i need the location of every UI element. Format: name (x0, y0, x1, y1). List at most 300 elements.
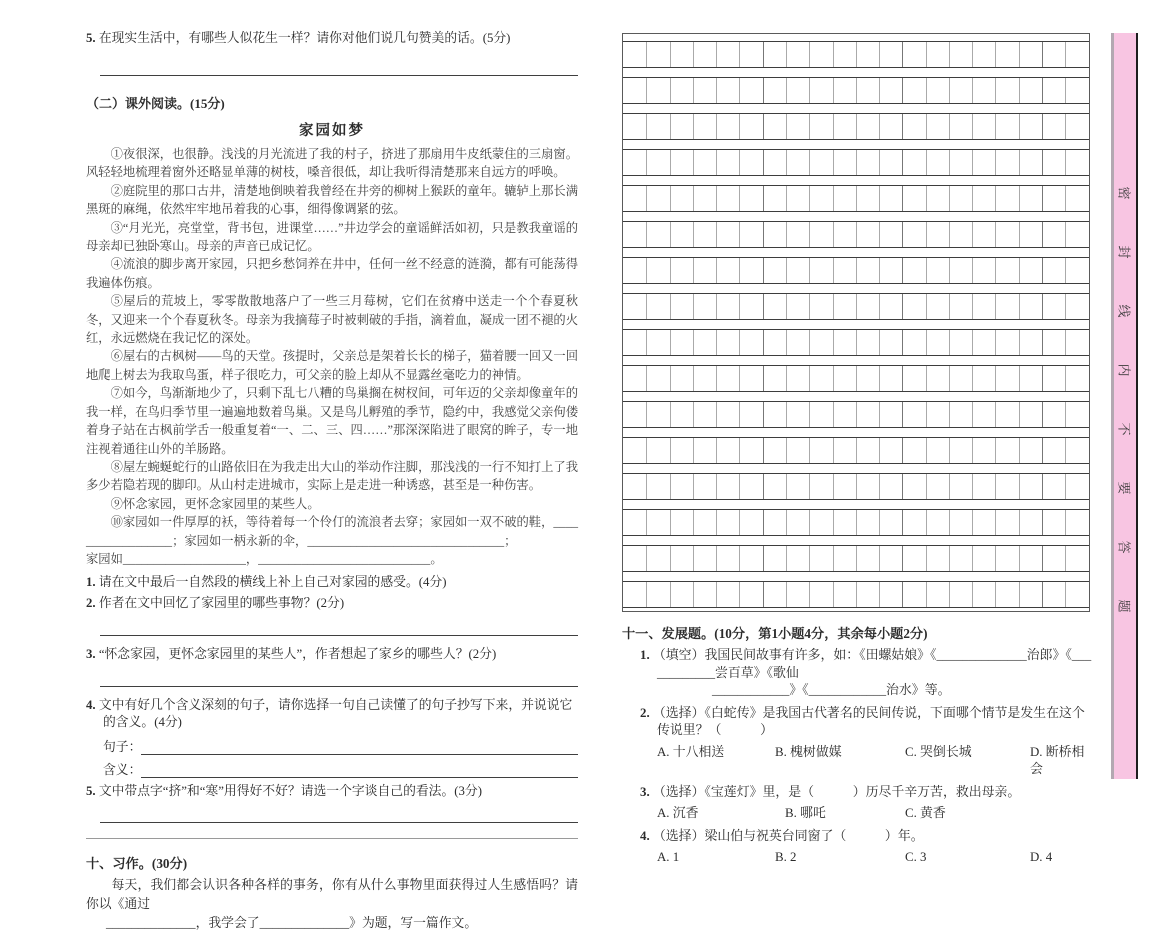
grid-cell (879, 330, 902, 355)
grid-cell (1042, 510, 1065, 535)
grid-cell (786, 222, 809, 247)
grid-cell (833, 78, 856, 103)
grid-cell (972, 114, 995, 139)
grid-cell (972, 474, 995, 499)
grid-cell (786, 114, 809, 139)
grid-cell (926, 510, 949, 535)
grid-cell (739, 186, 762, 211)
grid-cell (646, 150, 669, 175)
grid-cell (972, 402, 995, 427)
right-page (622, 33, 1092, 867)
grid-cell (1065, 150, 1088, 175)
grid-cell (995, 186, 1018, 211)
grid-row (623, 257, 1089, 284)
grid-cell (646, 510, 669, 535)
grid-cell (670, 402, 693, 427)
grid-cell (763, 510, 786, 535)
grid-cell (1019, 366, 1042, 391)
grid-cell (879, 186, 902, 211)
grid-cell (1065, 222, 1088, 247)
grid-cell (926, 114, 949, 139)
grid-cell (856, 402, 879, 427)
grid-cell (646, 186, 669, 211)
grid-cell (670, 294, 693, 319)
grid-cell (646, 114, 669, 139)
grid-cell (739, 402, 762, 427)
grid-row (623, 293, 1089, 320)
left-page (86, 30, 578, 933)
grid-cell (995, 402, 1018, 427)
answer-line (141, 763, 578, 778)
grid-cell (995, 438, 1018, 463)
grid-row (623, 221, 1089, 248)
essay-paragraph: ⑥屋右的古枫树——鸟的天堂。孩提时，父亲总是架着长长的梯子，猫着腰一回又一回地爬上树去为我取鸟蛋，样子很吃力，可父亲的脸上却从不显露丝毫吃力的神情。 (86, 349, 578, 382)
grid-cell (693, 78, 716, 103)
grid-cell (646, 78, 669, 103)
grid-cell (693, 546, 716, 571)
grid-cell (856, 546, 879, 571)
grid-cell (693, 330, 716, 355)
grid-cell (926, 330, 949, 355)
grid-cell (949, 402, 972, 427)
development-question-2 (622, 705, 1092, 740)
grid-cell (693, 510, 716, 535)
grid-cell (833, 510, 856, 535)
sentence-label: 句子： (103, 740, 142, 755)
grid-cell (1042, 402, 1065, 427)
grid-cell (739, 114, 762, 139)
grid-cell (739, 150, 762, 175)
grid-cell (949, 114, 972, 139)
grid-cell (995, 114, 1018, 139)
grid-cell (739, 78, 762, 103)
grid-cell (670, 114, 693, 139)
grid-cell (949, 258, 972, 283)
grid-cell (809, 294, 832, 319)
question-number: 4. (86, 698, 96, 713)
grid-cell (972, 438, 995, 463)
grid-cell (670, 258, 693, 283)
grid-cell (809, 474, 832, 499)
grid-cell (693, 114, 716, 139)
grid-cell (926, 150, 949, 175)
grid-cell (693, 294, 716, 319)
grid-cell (972, 582, 995, 607)
grid-cell (879, 402, 902, 427)
grid-cell (1042, 186, 1065, 211)
grid-cell (995, 150, 1018, 175)
grid-cell (833, 546, 856, 571)
grid-cell (856, 114, 879, 139)
grid-cell (809, 546, 832, 571)
grid-cell (623, 150, 646, 175)
option-c: C. 黄香 (905, 806, 946, 820)
grid-cell (763, 330, 786, 355)
essay-paragraph: ⑨怀念家园，更怀念家园里的某些人。 (110, 496, 320, 511)
grid-cell (739, 510, 762, 535)
grid-cell (972, 294, 995, 319)
grid-cell (879, 366, 902, 391)
grid-cell (949, 510, 972, 535)
grid-cell (926, 42, 949, 67)
grid-cell (856, 474, 879, 499)
essay-paragraph: ⑧屋左蜿蜒蛇行的山路依旧在为我走出大山的举动作注脚，那浅浅的一行不知打上了我多少若隐若现的脚印。从山村走进城市，实际上是走进一种诱惑，甚至是一种伤害。 (86, 459, 578, 493)
grid-cell (972, 42, 995, 67)
grid-cell (739, 546, 762, 571)
grid-cell (1065, 258, 1088, 283)
grid-cell (1042, 42, 1065, 67)
grid-cell (763, 114, 786, 139)
grid-cell (716, 510, 739, 535)
grid-cell (763, 150, 786, 175)
grid-cell (833, 222, 856, 247)
grid-cell (949, 294, 972, 319)
question-number: 3. (640, 784, 650, 799)
grid-cell (623, 42, 646, 67)
grid-cell (1019, 186, 1042, 211)
reading-question-2 (86, 595, 578, 612)
composition-heading: 十、习作。(30分) (86, 856, 188, 872)
grid-cell (716, 438, 739, 463)
grid-cell (693, 366, 716, 391)
grid-cell (670, 474, 693, 499)
grid-cell (879, 294, 902, 319)
grid-cell (716, 114, 739, 139)
grid-cell (926, 474, 949, 499)
grid-cell (833, 186, 856, 211)
grid-cell (926, 438, 949, 463)
grid-cell (809, 114, 832, 139)
grid-cell (926, 222, 949, 247)
option-a: A. 十八相送 (657, 744, 725, 759)
grid-cell (739, 222, 762, 247)
grid-cell (949, 546, 972, 571)
grid-cell (809, 366, 832, 391)
grid-cell (716, 294, 739, 319)
grid-cell (902, 474, 925, 499)
grid-cell (693, 582, 716, 607)
grid-cell (739, 258, 762, 283)
essay-paragraph: ⑦如今，鸟渐渐地少了，只剩下乱七八糟的鸟巢搁在树杈间，可年迈的父亲却像童年的我一样，在鸟归季节里一遍遍地数着鸟巢。又是鸟儿孵殖的季节，隐约中，我感觉父亲佝偻着身子站在古枫前学舌一般重复着“一、二、三、四……”那深深陷进了眼窝的眸子，专一地注视着通往山外的羊肠路。 (86, 386, 578, 456)
grid-cell (856, 78, 879, 103)
grid-cell (646, 258, 669, 283)
grid-cell (693, 402, 716, 427)
question-text: （选择）梁山伯与祝英台同窗了（ ）年。 (652, 828, 924, 843)
grid-cell (949, 474, 972, 499)
grid-cell (902, 582, 925, 607)
grid-cell (902, 114, 925, 139)
grid-cell (786, 474, 809, 499)
grid-cell (623, 330, 646, 355)
grid-cell (716, 330, 739, 355)
seal-strip-text: 密封线内不要答题 (1116, 186, 1132, 659)
grid-cell (926, 366, 949, 391)
question-number: 4. (640, 828, 650, 843)
development-question-1-line2: ____________》《____________治水》等。 (712, 683, 951, 697)
reading-question-3 (86, 646, 578, 663)
grid-cell (763, 402, 786, 427)
grid-cell (763, 42, 786, 67)
grid-cell (623, 294, 646, 319)
grid-cell (763, 474, 786, 499)
question-text: 请在文中最后一自然段的横线上补上自己对家园的感受。(4分) (98, 575, 447, 590)
grid-cell (1019, 294, 1042, 319)
grid-cell (1042, 150, 1065, 175)
grid-cell (902, 510, 925, 535)
grid-row (623, 77, 1089, 104)
grid-cell (1019, 474, 1042, 499)
option-b: B. 槐树做媒 (775, 744, 842, 759)
grid-cell (1042, 366, 1065, 391)
grid-cell (1042, 294, 1065, 319)
grid-row (623, 113, 1089, 140)
grid-cell (949, 438, 972, 463)
grid-cell (833, 402, 856, 427)
grid-cell (1042, 78, 1065, 103)
grid-cell (972, 258, 995, 283)
grid-cell (1065, 474, 1088, 499)
grid-cell (716, 582, 739, 607)
option-b: B. 2 (775, 850, 797, 864)
grid-cell (786, 150, 809, 175)
development-question-1 (622, 647, 1092, 682)
grid-cell (856, 438, 879, 463)
grid-cell (879, 438, 902, 463)
grid-cell (1065, 546, 1088, 571)
grid-cell (949, 366, 972, 391)
grid-cell (995, 78, 1018, 103)
grid-cell (1042, 474, 1065, 499)
grid-cell (623, 438, 646, 463)
grid-row (623, 437, 1089, 464)
grid-cell (670, 150, 693, 175)
answer-line (100, 75, 578, 76)
question-number: 5. (86, 31, 96, 45)
grid-cell (995, 222, 1018, 247)
grid-cell (972, 510, 995, 535)
grid-cell (949, 186, 972, 211)
grid-cell (646, 402, 669, 427)
seal-line (1136, 33, 1138, 779)
grid-cell (670, 510, 693, 535)
grid-cell (856, 222, 879, 247)
grid-cell (949, 582, 972, 607)
question-3-options (657, 805, 1092, 823)
grid-cell (670, 186, 693, 211)
grid-cell (693, 186, 716, 211)
reading-question-5 (86, 783, 578, 800)
answer-line (141, 740, 578, 755)
grid-cell (739, 366, 762, 391)
grid-cell (926, 78, 949, 103)
grid-cell (1042, 330, 1065, 355)
grid-cell (623, 222, 646, 247)
composition-grid (622, 33, 1090, 612)
grid-row (623, 41, 1089, 68)
grid-cell (995, 546, 1018, 571)
grid-cell (1065, 330, 1088, 355)
grid-row (623, 329, 1089, 356)
grid-cell (809, 222, 832, 247)
grid-cell (646, 222, 669, 247)
grid-cell (623, 474, 646, 499)
grid-cell (716, 258, 739, 283)
grid-cell (646, 330, 669, 355)
meaning-answer-line (86, 759, 578, 778)
grid-cell (809, 258, 832, 283)
essay-paragraph: ④流浪的脚步离开家园，只把乡愁饲养在井中，任何一丝不经意的涟漪，都有可能荡得我遍体伤痕。 (86, 257, 578, 290)
grid-cell (1065, 42, 1088, 67)
grid-cell (995, 42, 1018, 67)
grid-row (623, 149, 1089, 176)
grid-cell (833, 42, 856, 67)
grid-cell (716, 474, 739, 499)
answer-line (86, 838, 578, 839)
question-4-options (657, 849, 1092, 867)
grid-cell (763, 222, 786, 247)
grid-cell (1065, 114, 1088, 139)
grid-cell (646, 366, 669, 391)
grid-cell (670, 42, 693, 67)
grid-cell (902, 186, 925, 211)
grid-cell (833, 258, 856, 283)
grid-cell (879, 114, 902, 139)
grid-cell (1019, 150, 1042, 175)
question-number: 1. (86, 575, 96, 590)
question-text: （选择）《白蛇传》是我国古代著名的民间传说，下面哪个情节是发生在这个传说里？（ ） (652, 705, 1085, 737)
grid-cell (972, 546, 995, 571)
grid-cell (995, 258, 1018, 283)
section-heading-development: 十一、发展题。(10分，第1小题4分，其余每小题2分) (622, 626, 928, 641)
grid-cell (809, 42, 832, 67)
grid-cell (716, 78, 739, 103)
grid-cell (716, 546, 739, 571)
grid-cell (879, 510, 902, 535)
grid-cell (1019, 222, 1042, 247)
grid-cell (716, 402, 739, 427)
grid-cell (716, 150, 739, 175)
grid-cell (1019, 402, 1042, 427)
grid-cell (926, 186, 949, 211)
question-text: 文中有好几个含义深刻的句子，请你选择一句自己读懂了的句子抄写下来，并说说它的含义。(4分) (98, 698, 573, 730)
grid-cell (995, 510, 1018, 535)
grid-cell (739, 474, 762, 499)
essay-paragraph: ①夜很深，也很静。浅浅的月光流进了我的村子，挤进了那扇用牛皮纸蒙住的三扇窗。风轻轻地梳理着窗外还略显单薄的树枝，嗓音很低，却让我听得清楚那来自远方的呼唤。 (86, 147, 578, 180)
grid-cell (763, 78, 786, 103)
grid-cell (809, 150, 832, 175)
grid-cell (716, 186, 739, 211)
grid-cell (833, 582, 856, 607)
grid-cell (739, 582, 762, 607)
composition-title-line: ______________，我学会了______________》为题，写一篇作文。 (106, 916, 478, 931)
answer-line (100, 822, 578, 823)
grid-cell (786, 258, 809, 283)
grid-cell (623, 258, 646, 283)
grid-cell (995, 582, 1018, 607)
grid-cell (856, 294, 879, 319)
grid-cell (693, 438, 716, 463)
question-number: 2. (640, 705, 650, 720)
grid-cell (623, 114, 646, 139)
grid-cell (786, 510, 809, 535)
grid-cell (856, 582, 879, 607)
grid-cell (1065, 582, 1088, 607)
grid-cell (763, 258, 786, 283)
question-2-options (657, 744, 1092, 779)
grid-cell (786, 582, 809, 607)
grid-cell (693, 258, 716, 283)
grid-cell (879, 582, 902, 607)
option-c: C. 哭倒长城 (905, 744, 972, 759)
grid-cell (949, 222, 972, 247)
grid-cell (1019, 438, 1042, 463)
grid-cell (902, 258, 925, 283)
grid-cell (786, 438, 809, 463)
grid-cell (786, 330, 809, 355)
grid-cell (786, 78, 809, 103)
grid-cell (670, 330, 693, 355)
grid-cell (972, 150, 995, 175)
grid-cell (1019, 78, 1042, 103)
grid-row (623, 509, 1089, 536)
grid-row (623, 473, 1089, 500)
essay-paragraph: ③“月光光，亮堂堂，背书包，进课堂……”井边学会的童谣鲜活如初，只是教我童谣的母亲却已独卧寒山。母亲的声音已成记忆。 (86, 220, 578, 254)
question-text: （填空）我国民间故事有许多，如：《田螺姑娘》《______________治郎》《____________尝百草》《歌仙 (652, 648, 1092, 680)
option-d: D. 4 (1030, 850, 1053, 864)
grid-cell (1065, 186, 1088, 211)
grid-cell (856, 42, 879, 67)
grid-cell (763, 582, 786, 607)
option-a: A. 1 (657, 850, 680, 864)
grid-cell (693, 474, 716, 499)
grid-cell (1065, 438, 1088, 463)
grid-cell (902, 330, 925, 355)
grid-cell (809, 510, 832, 535)
question-text: 在现实生活中，有哪些人似花生一样？请你对他们说几句赞美的话。(5分) (98, 31, 511, 45)
grid-row (623, 581, 1089, 608)
grid-cell (646, 582, 669, 607)
essay-closing-line: 家园如____________________，____________________________。 (86, 551, 443, 566)
grid-cell (1042, 438, 1065, 463)
grid-cell (879, 222, 902, 247)
grid-cell (1019, 258, 1042, 283)
grid-cell (786, 42, 809, 67)
grid-cell (786, 186, 809, 211)
grid-cell (902, 222, 925, 247)
meaning-label: 含义： (103, 763, 142, 778)
grid-cell (646, 474, 669, 499)
grid-row (623, 185, 1089, 212)
grid-row (623, 365, 1089, 392)
question-number: 2. (86, 596, 96, 611)
grid-cell (809, 582, 832, 607)
grid-cell (646, 546, 669, 571)
grid-cell (1042, 546, 1065, 571)
grid-cell (856, 330, 879, 355)
grid-cell (1065, 294, 1088, 319)
grid-cell (809, 330, 832, 355)
grid-cell (623, 366, 646, 391)
grid-cell (670, 222, 693, 247)
grid-cell (763, 546, 786, 571)
grid-cell (926, 546, 949, 571)
grid-cell (786, 294, 809, 319)
grid-cell (856, 510, 879, 535)
grid-cell (833, 294, 856, 319)
grid-cell (995, 474, 1018, 499)
grid-cell (949, 330, 972, 355)
grid-cell (809, 438, 832, 463)
